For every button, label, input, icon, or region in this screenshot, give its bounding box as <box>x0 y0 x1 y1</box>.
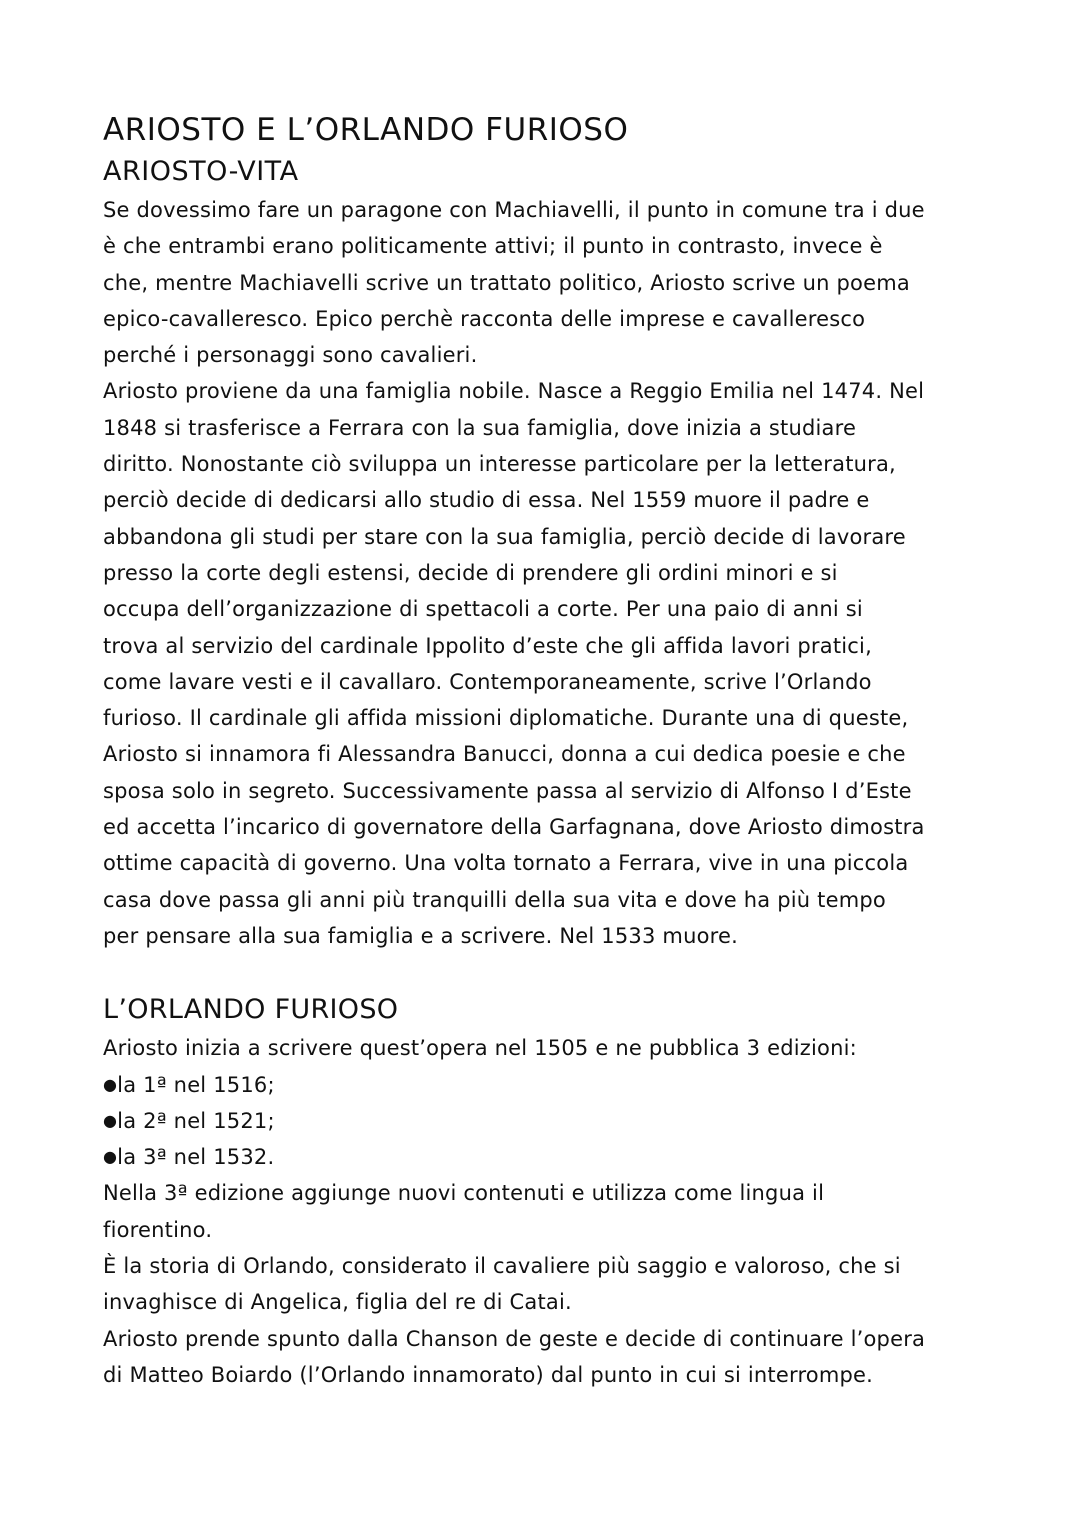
text-line: abbandona gli studi per stare con la sua famiglia, perciò decide di lavorare <box>103 524 906 549</box>
list-item <box>103 1067 1003 1103</box>
text-line: 1848 si trasferisce a Ferrara con la sua famiglia, dove inizia a studiare <box>103 415 857 440</box>
text-line: perché i personaggi sono cavalieri. <box>103 343 478 368</box>
text-line: fiorentino. <box>103 1217 213 1242</box>
bullet-icon: ● <box>103 1110 118 1130</box>
paragraph-editions <box>103 1030 1003 1393</box>
text-line: occupa dell’organizzazione di spettacoli a corte. Per una paio di anni si <box>103 597 863 622</box>
text-line: casa dove passa gli anni più tranquilli della sua vita e dove ha più tempo <box>103 887 886 912</box>
list-item <box>103 1103 1003 1139</box>
text-line: È la storia di Orlando, considerato il cavaliere più saggio e valoroso, che si <box>103 1254 901 1279</box>
text-line: per pensare alla sua famiglia e a scrivere. Nel 1533 muore. <box>103 923 738 948</box>
text-line: Nella 3ª edizione aggiunge nuovi contenuti e utilizza come lingua il <box>103 1181 825 1206</box>
bullet-icon: ● <box>103 1074 118 1094</box>
list-item-text: la 2ª nel 1521; <box>117 1108 275 1133</box>
text-line: di Matteo Boiardo (l’Orlando innamorato) dal punto in cui si interrompe. <box>103 1362 874 1387</box>
text-line: diritto. Nonostante ciò sviluppa un interesse particolare per la letteratura, <box>103 452 896 477</box>
bullet-icon: ● <box>103 1147 118 1167</box>
text-line: Se dovessimo fare un paragone con Machiavelli, il punto in comune tra i due <box>103 198 925 222</box>
list-item-text: la 3ª nel 1532. <box>117 1145 275 1170</box>
document-title: ARIOSTO E L’ORLANDO FURIOSO <box>103 112 629 148</box>
list-item <box>103 1139 1003 1175</box>
text-line: è che entrambi erano politicamente attivi; il punto in contrasto, invece è <box>103 234 883 259</box>
text-line: trova al servizio del cardinale Ippolito d’este che gli affida lavori pratici, <box>103 633 872 658</box>
text-line: ed accetta l’incarico di governatore della Garfagnana, dove Ariosto dimostra <box>103 815 925 840</box>
text-line: ottime capacità di governo. Una volta tornato a Ferrara, vive in una piccola <box>103 851 909 876</box>
paragraph-biography <box>103 373 1003 954</box>
text-line: come lavare vesti e il cavallaro. Contemporaneamente, scrive l’Orlando <box>103 669 872 694</box>
text-line: sposa solo in segreto. Successivamente passa al servizio di Alfonso I d’Este <box>103 778 912 803</box>
text-line: Ariosto si innamora fi Alessandra Banucci, donna a cui dedica poesie e che <box>103 742 906 767</box>
text-line: presso la corte degli estensi, decide di prendere gli ordini minori e si <box>103 560 838 585</box>
list-item-text: la 1ª nel 1516; <box>117 1072 275 1097</box>
section-spacer <box>103 954 1003 990</box>
paragraph-comparison <box>103 192 1003 373</box>
section-heading-vita: ARIOSTO-VITA <box>103 156 299 187</box>
text-line: invaghisce di Angelica, figlia del re di Catai. <box>103 1290 572 1315</box>
section-heading-orlando: L’ORLANDO FURIOSO <box>103 994 399 1026</box>
text-line: Ariosto inizia a scrivere quest’opera nel 1505 e ne pubblica 3 edizioni: <box>103 1036 857 1061</box>
text-line: epico-cavalleresco. Epico perchè racconta delle imprese e cavalleresco <box>103 306 866 331</box>
document-page <box>103 108 1003 1393</box>
text-line: Ariosto prende spunto dalla Chanson de geste e decide di continuare l’opera <box>103 1326 926 1351</box>
text-line: furioso. Il cardinale gli affida missioni diplomatiche. Durante una di queste, <box>103 706 909 731</box>
text-line: Ariosto proviene da una famiglia nobile. Nasce a Reggio Emilia nel 1474. Nel <box>103 379 925 404</box>
text-line: perciò decide di dedicarsi allo studio di essa. Nel 1559 muore il padre e <box>103 488 870 513</box>
text-line: che, mentre Machiavelli scrive un trattato politico, Ariosto scrive un poema <box>103 270 910 295</box>
